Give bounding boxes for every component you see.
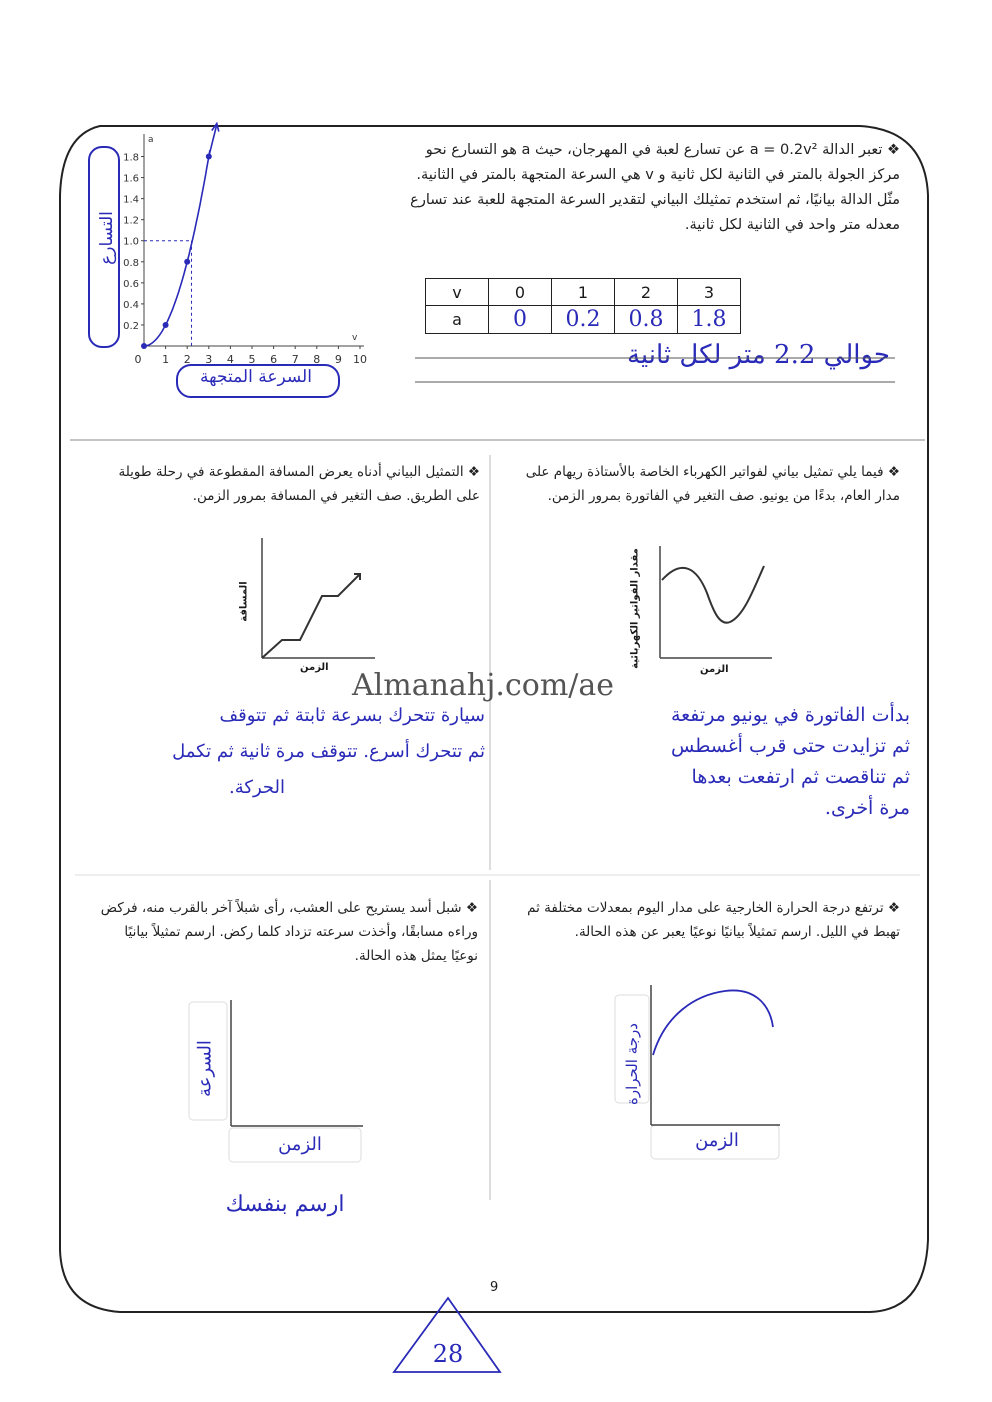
data-point [184,259,190,265]
v-header: v [426,279,489,306]
page-number: 9 [490,1280,499,1295]
data-point [141,343,147,349]
x-tick-label: 0 [134,353,142,366]
q2-answer-line: ثم تزايدت حتى قرب أغسطس [670,735,910,757]
a-cell: 0 [489,306,552,334]
x-tick-label: 9 [334,353,342,366]
series-curve [144,150,210,346]
q1-answer: حوالي 2.2 متر لكل ثانية [626,340,890,370]
distance-graph [230,530,380,670]
x-tick-label: 6 [270,353,278,366]
q2-y-label: مقدار الفواتير الكهربائية [629,548,641,669]
x-tick-label: 10 [353,353,367,366]
y-tick-label: 0.8 [123,257,139,269]
q3-y-label: المسافة [238,581,250,622]
bullet-icon: ❖ [887,142,900,158]
v-cell: 2 [615,279,678,306]
q1-text: تعبر الدالة a = 0.2v² عن تسارع لعبة في المهرجان، حيث a هو التسارع نحو مركز الجولة بالمتر في الثانية لكل ثانية و v هي السرعة المتجهة بالمتر في الثانية. مثّل الدالة بيانيًا، ثم استخدم تمثيلك البياني لتقدير السرعة المتجهة للعبة عند تسارع معدله متر واحد في الثانية لكل ثانية. [410,142,900,233]
handwritten-page-number: 28 [432,1340,464,1368]
q2-answer-line: بدأت الفاتورة في يونيو مرتفعة [670,704,910,726]
y-axis-handwritten-label: التسارع [97,211,117,265]
q2-answer-line: مرة أخرى. [824,797,910,819]
q4-text: ترتفع درجة الحرارة الخارجية على مدار اليوم بمعدلات مختلفة ثم تهبط في الليل. ارسم تمثيلاً بيانيًا نوعيًا يعبر عن هذه الحالة. [527,900,900,940]
bullet-icon: ❖ [887,464,900,480]
y-tick-label: 0.2 [123,320,139,332]
x-tick-label: 5 [248,353,256,366]
y-tick-label: 1.8 [123,152,139,164]
q2-answer [520,700,910,824]
answer-lines [410,356,900,386]
a-cell: 0.2 [552,306,615,334]
data-point [206,154,212,160]
q2-question [525,460,900,508]
y-tick-label: 0.6 [123,278,139,290]
a-cell: 1.8 [678,306,741,334]
x-axis-name: v [352,333,358,343]
q3-text: التمثيل البياني أدناه يعرض المسافة المقطوعة في رحلة طويلة على الطريق. صف التغير في المسافة بمرور الزمن. [118,464,480,504]
v-cell: 0 [489,279,552,306]
y-tick-label: 1.0 [123,236,139,248]
q1-question [410,138,900,238]
q5-text: شبل أسد يستريح على العشب، رأى شبلاً آخر بالقرب منه، فركض وراءه مسابقًا، وأخذت سرعته تزداد كلما ركض. ارسم تمثيلاً بيانيًا نوعيًا يمثل هذه الحالة. [100,900,478,964]
y-tick-label: 1.2 [123,215,139,227]
q5-x-label: الزمن [278,1134,322,1155]
x-tick-label: 3 [205,353,213,366]
y-tick-label: 1.4 [123,194,139,206]
q5-y-label: السرعة [194,1040,216,1097]
x-tick-label: 4 [226,353,234,366]
x-axis-handwritten-label: السرعة المتجهة [200,367,312,387]
a-header: a [426,306,489,334]
y-tick-label: 1.6 [123,173,139,185]
y-axis-name: a [148,135,154,145]
data-point [163,322,169,328]
q2-answer-line: ثم تناقصت ثم ارتفعت بعدها [691,766,910,788]
q4-y-label: درجة الحرارة [623,1023,641,1105]
v-cell: 3 [678,279,741,306]
q4-x-label: الزمن [695,1130,739,1151]
bullet-icon: ❖ [467,464,480,480]
q3-answer-line: ثم تتحرك أسرع. تتوقف مرة ثانية ثم تكمل [172,741,485,762]
watermark: Almanahj.com/ae [352,668,615,703]
q3-answer-line: الحركة. [229,777,285,798]
q1-graph [80,118,380,408]
values-table [425,278,741,334]
q5-question [100,896,478,968]
q3-question [115,460,480,508]
q3-answer-line: سيارة تتحرك بسرعة ثابتة ثم تتوقف [219,705,485,726]
q3-x-label: الزمن [300,662,329,673]
x-tick-label: 2 [183,353,191,366]
y-tick-label: 0.4 [123,299,139,311]
x-tick-label: 7 [291,353,299,366]
bullet-icon: ❖ [887,900,900,916]
q4-question [505,896,900,944]
q3-answer [60,698,485,806]
x-tick-label: 8 [313,353,321,366]
v-cell: 1 [552,279,615,306]
x-tick-label: 1 [162,353,170,366]
a-cell: 0.8 [615,306,678,334]
q2-x-label: الزمن [700,664,729,675]
q5-note: ارسم بنفسك [225,1192,345,1217]
bullet-icon: ❖ [465,900,478,916]
q2-text: فيما يلي تمثيل بياني لفواتير الكهرباء الخاصة بالأستاذة ريهام على مدار العام، بدءًا من يونيو. صف التغير في الفاتورة بمرور الزمن. [525,464,900,504]
